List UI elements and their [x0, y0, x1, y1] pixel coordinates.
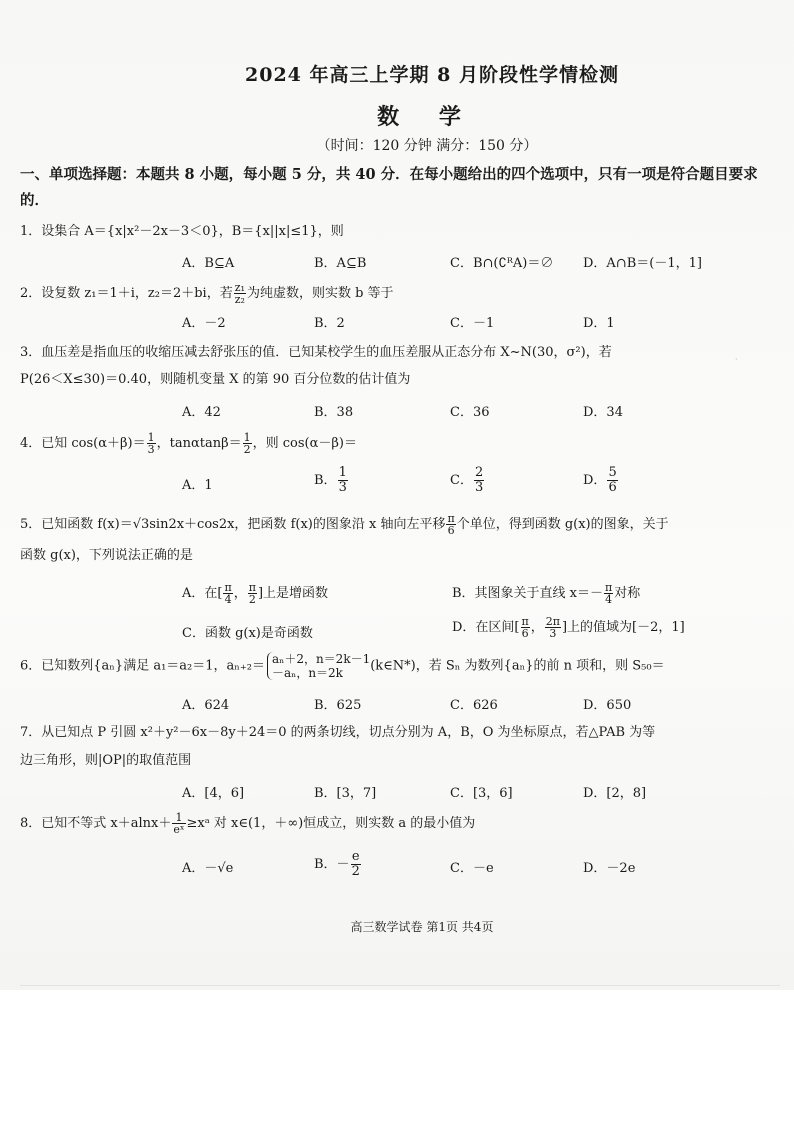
q4-text-post: ，则 cos(α－β)＝: [252, 436, 357, 451]
exam-title: 2024 年高三上学期 8 月阶段性学情检测: [245, 64, 619, 86]
question-7-line-1: 7．从已知点 P 引圆 x²＋y²－6x－8y＋24＝0 的两条切线，切点分别为 A，B，O 为坐标原点，若△PAB 为等: [20, 725, 656, 740]
q5-option-b: [452, 582, 640, 605]
q6-text-pre: 6．已知数列{aₙ}满足 a₁＝a₂＝1，aₙ₊₂＝: [20, 658, 265, 674]
q5-optb-frac: [604, 582, 613, 605]
question-2: [20, 282, 394, 305]
q3-option-a: A．42: [182, 405, 221, 420]
q8-option-b: [314, 850, 362, 879]
q5-opta-pre: A．在[: [182, 586, 223, 601]
q5-opta-n1: π: [224, 581, 232, 594]
q2-frac-den: z₂: [234, 293, 245, 306]
q8-optb-fraction: [351, 850, 361, 879]
q8-text-pre: 8．已知不等式 x＋alnx＋: [20, 816, 172, 831]
q6-text-post: (k∈N*)，若 Sₙ 为数列{aₙ}的前 n 项和，则 S₅₀＝: [370, 658, 665, 674]
q6-case-1: aₙ＋2，n＝2k－1: [271, 652, 371, 666]
q6-option-d: D．650: [583, 698, 632, 713]
q5-opta-d2: 2: [248, 593, 256, 606]
q4-f1-den: 3: [147, 443, 155, 456]
page-edge-divider: [20, 985, 780, 986]
q4-optd-num: 5: [608, 465, 617, 480]
q4-fraction-2: [243, 432, 252, 455]
q1-option-b: B．A⊆B: [314, 256, 367, 271]
q4-option-d: [583, 466, 619, 495]
q5-opta-sep: ，: [233, 586, 247, 601]
q4-option-a: A．1: [182, 478, 213, 493]
q4-option-b: [314, 466, 349, 495]
q1-option-a: A．B⊆A: [182, 256, 235, 271]
q5-optd-pre: D．在区间[: [452, 620, 520, 635]
exam-time-info: （时间：120 分钟 满分：150 分）: [316, 138, 538, 154]
q2-frac-num: z₁: [234, 281, 245, 294]
q1-option-d: D．A∩B＝(－1，1]: [583, 256, 702, 271]
q4-optd-label: D．: [583, 473, 607, 488]
question-3-line-2: P(26＜X≤30)＝0.40，则随机变量 X 的第 90 百分位数的估计值为: [20, 372, 411, 387]
q4-text-mid: ，tanαtanβ＝: [156, 436, 242, 451]
q8-fraction: [172, 812, 185, 835]
q5-optd-sep: ，: [530, 620, 544, 635]
q5-opta-frac-2: [248, 582, 257, 605]
q2-text-post: 为纯虚数，则实数 b 等于: [246, 286, 394, 301]
q5-optd-d2: 3: [549, 627, 557, 640]
q3-option-c: C．36: [450, 405, 490, 420]
q8-frac-den: eˣ: [173, 823, 185, 836]
q4-optb-num: 1: [338, 465, 347, 480]
q5-optb-num: π: [605, 581, 613, 594]
q5-optb-post: 对称: [614, 586, 641, 601]
q5-optd-n2: 2π: [545, 615, 560, 628]
q7-option-b: B．[3，7]: [314, 786, 377, 801]
q4-optc-label: C．: [450, 473, 473, 488]
q4-optc-num: 2: [474, 465, 484, 480]
q5-option-a: [182, 582, 328, 605]
q6-option-b: B．625: [314, 698, 362, 713]
q6-option-a: A．624: [182, 698, 230, 713]
q4-optc-den: 3: [474, 480, 484, 495]
q2-option-d: D．1: [583, 316, 615, 331]
q5-optd-n1: π: [521, 615, 529, 628]
question-5-line-1: [20, 513, 669, 536]
q4-f2-num: 1: [243, 431, 251, 444]
question-3-line-1: 3．血压差是指血压的收缩压减去舒张压的值．已知某校学生的血压差服从正态分布 X~N(30，σ²)，若: [20, 345, 612, 360]
q5-opta-n2: π: [248, 581, 256, 594]
q4-text-pre: 4．已知 cos(α＋β)＝: [20, 436, 146, 451]
q2-option-b: B．2: [314, 316, 345, 331]
q5-opta-post: ]上是增函数: [257, 586, 329, 601]
q5-option-d: [452, 616, 685, 639]
q5-optb-pre: B．其图象关于直线 x＝－: [452, 586, 604, 601]
q8-option-d: D．－2e: [583, 861, 636, 876]
question-4: [20, 432, 357, 455]
q5-opta-d1: 4: [224, 593, 232, 606]
q4-optd-fraction: [607, 466, 617, 495]
q5-optb-den: 4: [605, 593, 613, 606]
q2-fraction: [234, 282, 246, 305]
q8-optb-pre: B．－: [314, 857, 350, 872]
q4-optc-fraction: [474, 466, 484, 495]
page-footer: 高三数学试卷 第1页 共4页: [350, 920, 494, 934]
q4-optd-den: 6: [608, 480, 617, 495]
section-heading: 一、单项选择题：本题共 8 小题，每小题 5 分，共 40 分．在每小题给出的四个选项中，只有一项是符合题目要求的．: [20, 166, 758, 209]
question-6: [20, 652, 665, 680]
q5-optd-frac-1: [521, 616, 530, 639]
q5-text-post: 个单位，得到函数 g(x)的图象，关于: [456, 517, 669, 532]
q5-shift-fraction: [446, 513, 455, 536]
q4-option-c: [450, 466, 485, 495]
q2-option-a: A．－2: [182, 316, 226, 331]
q8-frac-num: 1: [172, 812, 185, 824]
q2-text-pre: 2．设复数 z₁＝1＋i，z₂＝2＋bi，若: [20, 286, 233, 301]
q1-option-c: C．B∩(∁ᴿA)＝∅: [450, 256, 554, 271]
q3-option-d: D．34: [583, 405, 623, 420]
q5-opta-frac-1: [223, 582, 232, 605]
q7-option-c: C．[3，6]: [450, 786, 513, 801]
q8-optb-num: e: [351, 849, 360, 864]
scan-speck: ·: [735, 355, 738, 364]
q5-shift-den: 6: [447, 524, 455, 537]
q8-option-c: C．－e: [450, 861, 494, 876]
q5-shift-num: π: [447, 512, 455, 525]
question-7-line-2: 边三角形，则|OP|的取值范围: [20, 753, 192, 768]
q4-fraction-1: [147, 432, 156, 455]
q4-f1-num: 1: [147, 431, 155, 444]
q6-piecewise: [267, 652, 370, 680]
q3-option-b: B．38: [314, 405, 354, 420]
q4-optb-fraction: [338, 466, 348, 495]
q8-text-post: ≥xᵃ 对 x∈(1，＋∞)恒成立，则实数 a 的最小值为: [186, 816, 476, 831]
q8-option-a: A．－√e: [182, 861, 234, 876]
q4-optb-den: 3: [338, 480, 347, 495]
q5-optd-frac-2: [545, 616, 561, 639]
q4-optb-label: B．: [314, 473, 337, 488]
q7-option-d: D．[2，8]: [583, 786, 647, 801]
question-5-line-2: 函数 g(x)，下列说法正确的是: [20, 548, 193, 563]
q5-optd-d1: 6: [521, 627, 529, 640]
exam-subject: 数 学: [377, 104, 477, 130]
q4-f2-den: 2: [243, 443, 251, 456]
q2-option-c: C．－1: [450, 316, 495, 331]
q6-case-2: －aₙ，n＝2k: [271, 666, 343, 680]
q8-optb-den: 2: [351, 864, 360, 879]
q7-option-a: A．[4，6]: [182, 786, 245, 801]
q5-optd-post: ]上的值域为[－2，1]: [561, 620, 685, 635]
question-8: [20, 812, 475, 835]
q5-option-c: C．函数 g(x)是奇函数: [182, 626, 313, 641]
q5-text-pre: 5．已知函数 f(x)＝√3sin2x＋cos2x，把函数 f(x)的图象沿 x 轴向左平移: [20, 517, 446, 532]
q6-option-c: C．626: [450, 698, 498, 713]
question-1: 1．设集合 A＝{x|x²－2x－3＜0}，B＝{x||x|≤1}，则: [20, 224, 344, 239]
